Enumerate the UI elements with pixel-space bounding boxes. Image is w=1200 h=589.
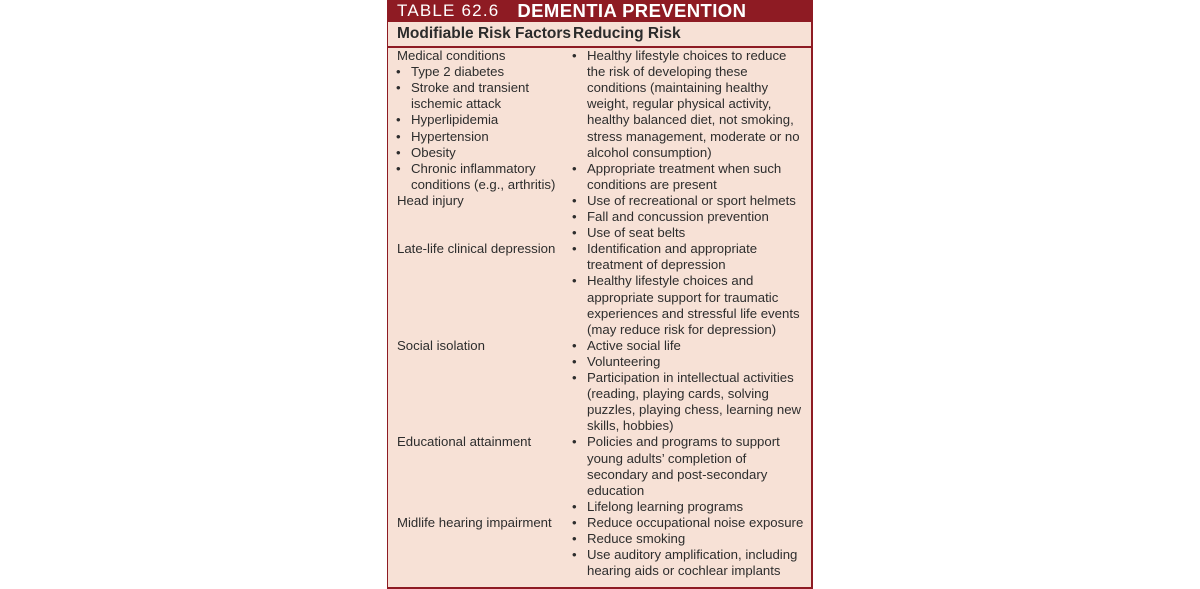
header-reducing-risk: Reducing Risk	[573, 25, 681, 42]
risk-factor-line: Social isolation	[397, 337, 485, 353]
reducing-risk-line: Use of seat belts	[587, 225, 686, 241]
risk-factor-line: ischemic attack	[411, 96, 502, 112]
bullet-icon	[572, 48, 577, 64]
bullet-icon	[572, 209, 577, 225]
risk-factor-line: Type 2 diabetes	[411, 64, 505, 80]
reducing-risk-line: Lifelong learning programs	[587, 498, 744, 514]
bullet-icon	[572, 434, 577, 450]
risk-factor-line: Head injury	[397, 192, 464, 208]
table-number: TABLE 62.6	[397, 1, 500, 20]
reducing-risk-line: Reduce occupational noise exposure	[587, 514, 804, 530]
bullet-icon	[396, 129, 401, 145]
risk-factor-line: Hypertension	[411, 128, 489, 144]
reducing-risk-line: (reading, playing cards, solving	[587, 386, 769, 402]
table-title: DEMENTIA PREVENTION	[517, 0, 747, 21]
bullet-icon	[396, 161, 401, 177]
bullet-icon	[572, 354, 577, 370]
bullet-icon	[572, 531, 577, 547]
risk-factor-line: Stroke and transient	[411, 80, 530, 96]
risk-factor-line: Obesity	[411, 144, 456, 160]
reducing-risk-line: treatment of depression	[587, 257, 726, 273]
reducing-risk-line: secondary and post-secondary	[587, 466, 768, 482]
bullet-icon	[396, 80, 401, 96]
dementia-prevention-table	[387, 0, 813, 589]
bullet-icon	[572, 547, 577, 563]
risk-factor-line: Hyperlipidemia	[411, 112, 499, 128]
reducing-risk-line: appropriate support for traumatic	[587, 289, 779, 305]
reducing-risk-line: Appropriate treatment when such	[587, 160, 782, 176]
column-headers	[388, 22, 811, 48]
header-modifiable-risk-factors: Modifiable Risk Factors	[397, 25, 571, 42]
reducing-risk-line: skills, hobbies)	[587, 418, 674, 434]
reducing-risk-line: conditions (maintaining healthy	[587, 80, 769, 96]
bullet-icon	[572, 193, 577, 209]
reducing-risk-line: hearing aids or cochlear implants	[587, 563, 781, 579]
bullet-icon	[572, 499, 577, 515]
reducing-risk-line: Healthy lifestyle choices and	[587, 273, 754, 289]
risk-factor-line: conditions (e.g., arthritis)	[411, 176, 556, 192]
reducing-risk-line: Use of recreational or sport helmets	[587, 192, 796, 208]
reducing-risk-line: the risk of developing these	[587, 64, 748, 80]
bullet-icon	[572, 338, 577, 354]
reducing-risk-line: Fall and concussion prevention	[587, 209, 769, 224]
risk-factor-line: Midlife hearing impairment	[397, 514, 552, 530]
reducing-risk-line: Active social life	[587, 337, 681, 353]
bullet-icon	[572, 370, 577, 386]
reducing-risk-line: education	[587, 482, 645, 498]
reducing-risk-line: conditions are present	[587, 176, 717, 192]
reducing-risk-line: (may reduce risk for depression)	[587, 321, 777, 337]
bullet-icon	[396, 64, 401, 80]
reducing-risk-line: Healthy lifestyle choices to reduce	[587, 48, 787, 63]
reducing-risk-line: Policies and programs to support	[587, 434, 780, 450]
reducing-risk-line: alcohol consumption)	[587, 144, 712, 160]
reducing-risk-line: weight, regular physical activity,	[587, 96, 772, 112]
reducing-risk-line: stress management, moderate or no	[587, 128, 800, 144]
bullet-icon	[572, 515, 577, 531]
reducing-risk-line: Participation in intellectual activities	[587, 370, 794, 385]
bullet-icon	[572, 225, 577, 241]
reducing-risk-line: Identification and appropriate	[587, 241, 758, 257]
bullet-icon	[572, 241, 577, 257]
risk-factor-line: Late-life clinical depression	[397, 241, 556, 257]
reducing-risk-line: young adults’ completion of	[587, 450, 747, 466]
bullet-icon	[396, 145, 401, 161]
risk-factor-line: Chronic inflammatory	[411, 160, 536, 176]
reducing-risk-line: Volunteering	[587, 353, 661, 369]
bullet-icon	[572, 273, 577, 289]
bullet-icon	[396, 112, 401, 128]
reducing-risk-line: puzzles, playing chess, learning new	[587, 402, 802, 418]
risk-factor-line: Medical conditions	[397, 48, 506, 63]
bullet-icon	[572, 161, 577, 177]
reducing-risk-line: experiences and stressful life events	[587, 305, 800, 321]
reducing-risk-line: healthy balanced diet, not smoking,	[587, 112, 794, 128]
table-title-bar	[388, 0, 811, 22]
reducing-risk-line: Use auditory amplification, including	[587, 547, 798, 563]
reducing-risk-line: Reduce smoking	[587, 531, 686, 546]
risk-factor-line: Educational attainment	[397, 434, 532, 450]
